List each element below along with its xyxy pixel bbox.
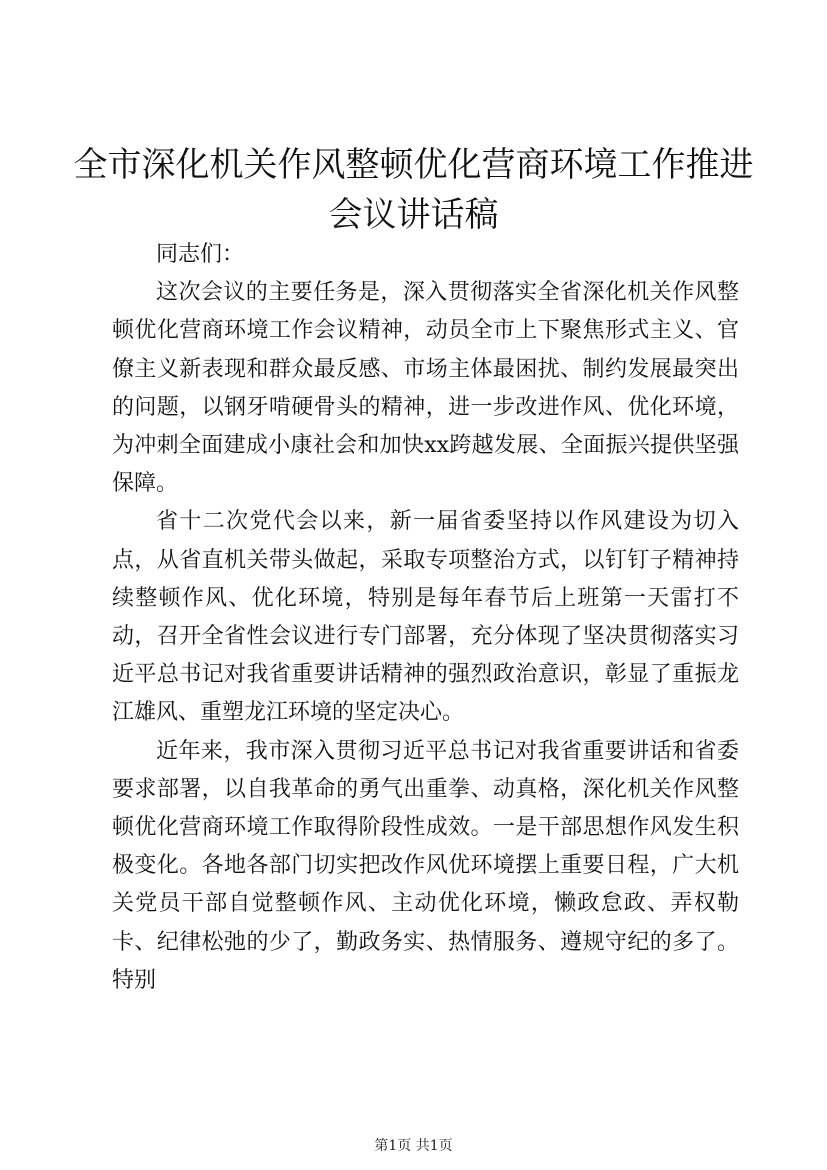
document-title: 全市深化机关作风整顿优化营商环境工作推进会议讲话稿 [73, 145, 754, 235]
body-paragraph: 这次会议的主要任务是，深入贯彻落实全省深化机关作风整顿优化营商环境工作会议精神，动员全市上下聚焦形式主义、官僚主义新表现和群众最反感、市场主体最困扰、制约发展最突出的问题，以钢牙啃硬骨头的精神，进一步改进作风、优化环境，为冲刺全面建成小康社会和加快xx跨越发展、全面振兴提供坚强保障。 [112, 280, 739, 497]
page-footer: 第1页 共1页 [374, 1138, 453, 1154]
document-body [112, 236, 739, 1000]
body-paragraph: 省十二次党代会以来，新一届省委坚持以作风建设为切入点，从省直机关带头做起，采取专项整治方式，以钉钉子精神持续整顿作风、优化环境，特别是每年春节后上班第一天雷打不动，召开全省性会议进行专门部署，充分体现了坚决贯彻落实习近平总书记对我省重要讲话精神的强烈政治意识，彰显了重振龙江雄风、重塑龙江环境的坚定决心。 [112, 509, 739, 726]
salutation-paragraph: 同志们： [156, 242, 245, 267]
body-paragraph: 近年来，我市深入贯彻习近平总书记对我省重要讲话和省委要求部署，以自我革命的勇气出重拳、动真格，深化机关作风整顿优化营商环境工作取得阶段性成效。一是干部思想作风发生积极变化。各地各部门切实把改作风优环境摆上重要日程，广大机关党员干部自觉整顿作风、主动优化环境，懒政怠政、弄权勒卡、纪律松弛的少了，勤政务实、热情服务、遵规守纪的多了。特别 [112, 738, 739, 993]
